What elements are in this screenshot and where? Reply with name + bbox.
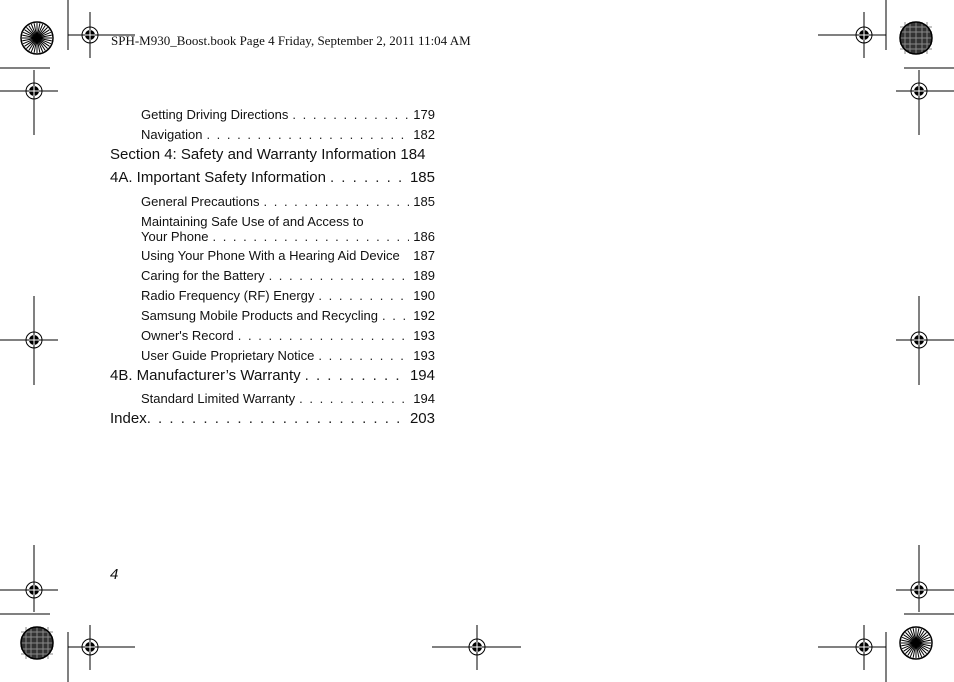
toc-entry-recycling[interactable] [141, 308, 435, 323]
toc-entry-label: Radio Frequency (RF) Energy [141, 288, 315, 303]
toc-entry-page: 182 [413, 127, 435, 142]
toc-entry-navigation[interactable] [141, 127, 435, 142]
toc-entry-page: 193 [413, 348, 435, 363]
toc-entry-page: 192 [413, 308, 435, 323]
toc-entry-getting-driving-directions[interactable] [141, 107, 435, 122]
toc-entry-label: Standard Limited Warranty [141, 391, 296, 406]
toc-entry-label: General Precautions [141, 194, 260, 209]
toc-section-label: Section 4: Safety and Warranty Information 184 [110, 146, 426, 163]
toc-entry-page: 194 [409, 367, 435, 384]
toc-entry-label: Caring for the Battery [141, 268, 265, 283]
toc-entry-label: Navigation [141, 127, 203, 142]
toc-index[interactable] [110, 410, 435, 427]
page-number: 4 [110, 566, 119, 583]
print-header: SPH-M930_Boost.book Page 4 Friday, September 2, 2011 11:04 AM [111, 33, 471, 48]
toc-entry-hearing-aid[interactable] [141, 248, 435, 263]
toc-entry-label-line2: Your Phone [141, 229, 209, 244]
toc-entry-page: 193 [413, 328, 435, 343]
toc-entry-owners-record[interactable] [141, 328, 435, 343]
toc-entry-page: 203 [409, 410, 435, 427]
toc-section-4[interactable] [110, 146, 425, 163]
toc-entry-page: 185 [413, 194, 435, 209]
toc-entry-label: 4B. Manufacturer’s Warranty [110, 367, 301, 384]
toc-entry-label: Owner's Record [141, 328, 234, 343]
toc-entry-page: 185 [409, 169, 435, 186]
toc-entry-label: Getting Driving Directions [141, 107, 289, 122]
toc-entry-page: 194 [413, 391, 435, 406]
toc-entry-rf-energy[interactable] [141, 288, 435, 303]
toc-entry-page: 187 [413, 248, 435, 263]
toc-entry-label: Samsung Mobile Products and Recycling [141, 308, 379, 323]
toc-chapter-4a[interactable] [110, 169, 435, 186]
toc-entry-proprietary-notice[interactable] [141, 348, 435, 363]
toc-entry-label-line1: Maintaining Safe Use of and Access to [141, 214, 364, 229]
toc-entry-label: Using Your Phone With a Hearing Aid Device [141, 248, 400, 263]
toc-entry-page: 186 [413, 229, 435, 244]
toc-chapter-4b[interactable] [110, 367, 435, 384]
toc-entry-battery[interactable] [141, 268, 435, 283]
toc-entry-page: 179 [413, 107, 435, 122]
toc-entry-standard-warranty[interactable] [141, 391, 435, 406]
toc-entry-label: 4A. Important Safety Information [110, 169, 326, 186]
toc-entry-label: User Guide Proprietary Notice [141, 348, 315, 363]
toc-entry-page: 189 [413, 268, 435, 283]
toc-entry-label: Index [110, 410, 147, 427]
toc-entry-maintaining-safe-use[interactable] [141, 214, 435, 244]
toc-entry-general-precautions[interactable] [141, 194, 435, 209]
toc-entry-page: 190 [413, 288, 435, 303]
